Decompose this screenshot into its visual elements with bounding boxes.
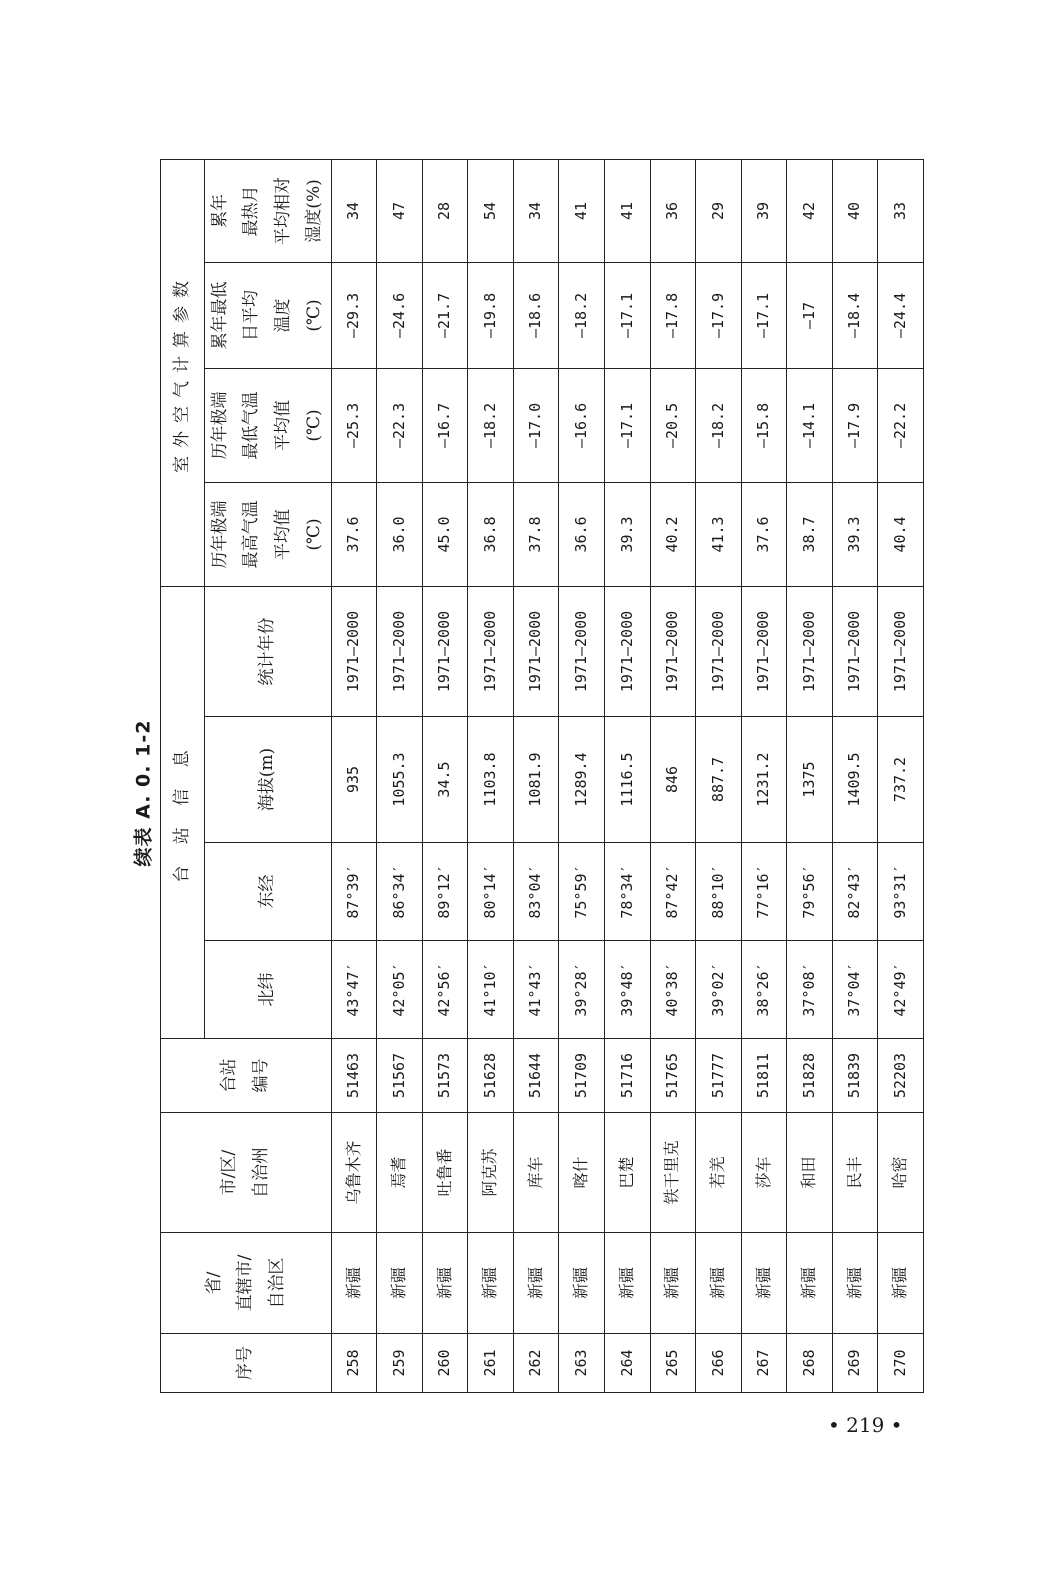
station-id-cell: 52203 [878,1039,924,1113]
min-daily-temp-cell: —17 [787,262,833,368]
longitude-cell: 87°39′ [331,843,377,941]
table-row [832,159,878,1392]
row-number: 263 [559,1334,605,1393]
row-number: 259 [377,1334,423,1393]
humidity-cell: 41 [559,159,605,262]
station-id-cell: 51463 [331,1039,377,1113]
humidity-cell: 34 [331,159,377,262]
table-row [741,159,787,1392]
city-cell: 焉耆 [377,1113,423,1233]
table-caption: 续表 A. 0. 1-2 [132,719,155,867]
row-number: 260 [422,1334,468,1393]
years-cell: 1971—2000 [559,586,605,716]
latitude-cell: 40°38′ [650,941,696,1039]
longitude-cell: 79°56′ [787,843,833,941]
row-number: 265 [650,1334,696,1393]
header-province: 省/ 直辖市/ 自治区 [161,1233,332,1334]
station-id-cell: 51628 [468,1039,514,1113]
table-row [468,159,514,1392]
city-cell: 民丰 [832,1113,878,1233]
row-number: 268 [787,1334,833,1393]
max-temp-cell: 41.3 [696,482,742,586]
years-cell: 1971—2000 [696,586,742,716]
province-cell: 新疆 [741,1233,787,1334]
altitude-cell: 935 [331,717,377,843]
header-years: 统计年份 [205,586,332,716]
latitude-cell: 38°26′ [741,941,787,1039]
city-cell: 库车 [513,1113,559,1233]
altitude-cell: 1375 [787,717,833,843]
table-row [787,159,833,1392]
province-cell: 新疆 [650,1233,696,1334]
station-id-cell: 51573 [422,1039,468,1113]
station-id-cell: 51644 [513,1039,559,1113]
header-group-station-info: 台 站 信 息 [161,586,205,1038]
city-cell: 巴楚 [605,1113,651,1233]
years-cell: 1971—2000 [468,586,514,716]
city-cell: 喀什 [559,1113,605,1233]
min-temp-cell: —16.6 [559,368,605,482]
min-daily-temp-cell: —18.6 [513,262,559,368]
longitude-cell: 83°04′ [513,843,559,941]
longitude-cell: 75°59′ [559,843,605,941]
max-temp-cell: 36.0 [377,482,423,586]
max-temp-cell: 39.3 [832,482,878,586]
header-station-id: 台站 编号 [161,1039,332,1113]
min-daily-temp-cell: —17.1 [605,262,651,368]
table-row [422,159,468,1392]
max-temp-cell: 40.4 [878,482,924,586]
station-id-cell: 51765 [650,1039,696,1113]
altitude-cell: 846 [650,717,696,843]
humidity-cell: 39 [741,159,787,262]
latitude-cell: 42°05′ [377,941,423,1039]
humidity-cell: 36 [650,159,696,262]
province-cell: 新疆 [468,1233,514,1334]
min-temp-cell: —20.5 [650,368,696,482]
humidity-cell: 41 [605,159,651,262]
min-temp-cell: —17.0 [513,368,559,482]
table-row [513,159,559,1392]
province-cell: 新疆 [559,1233,605,1334]
longitude-cell: 82°43′ [832,843,878,941]
altitude-cell: 887.7 [696,717,742,843]
years-cell: 1971—2000 [331,586,377,716]
province-cell: 新疆 [605,1233,651,1334]
max-temp-cell: 45.0 [422,482,468,586]
header-min-daily-temp: 累年最低 日平均 温度 (℃) [205,262,332,368]
city-cell: 乌鲁木齐 [331,1113,377,1233]
province-cell: 新疆 [832,1233,878,1334]
min-daily-temp-cell: —24.4 [878,262,924,368]
city-cell: 吐鲁番 [422,1113,468,1233]
station-id-cell: 51811 [741,1039,787,1113]
max-temp-cell: 37.8 [513,482,559,586]
row-number: 270 [878,1334,924,1393]
header-group-outdoor-params: 室外空气计算参数 [161,159,205,586]
max-temp-cell: 39.3 [605,482,651,586]
altitude-cell: 34.5 [422,717,468,843]
province-cell: 新疆 [878,1233,924,1334]
min-temp-cell: —17.1 [605,368,651,482]
city-cell: 若羌 [696,1113,742,1233]
min-temp-cell: —22.3 [377,368,423,482]
province-cell: 新疆 [377,1233,423,1334]
header-latitude: 北纬 [205,941,332,1039]
latitude-cell: 39°28′ [559,941,605,1039]
longitude-cell: 86°34′ [377,843,423,941]
years-cell: 1971—2000 [605,586,651,716]
min-daily-temp-cell: —18.2 [559,262,605,368]
humidity-cell: 42 [787,159,833,262]
header-altitude: 海拔(m) [205,717,332,843]
max-temp-cell: 38.7 [787,482,833,586]
longitude-cell: 88°10′ [696,843,742,941]
altitude-cell: 1116.5 [605,717,651,843]
row-number: 266 [696,1334,742,1393]
table-row [377,159,423,1392]
years-cell: 1971—2000 [513,586,559,716]
city-cell: 莎车 [741,1113,787,1233]
latitude-cell: 43°47′ [331,941,377,1039]
province-cell: 新疆 [696,1233,742,1334]
years-cell: 1971—2000 [422,586,468,716]
max-temp-cell: 36.8 [468,482,514,586]
humidity-cell: 33 [878,159,924,262]
rotated-table-container [160,160,924,1393]
station-id-cell: 51828 [787,1039,833,1113]
longitude-cell: 93°31′ [878,843,924,941]
header-max-temp: 历年极端 最高气温 平均值 (℃) [205,482,332,586]
latitude-cell: 37°04′ [832,941,878,1039]
years-cell: 1971—2000 [878,586,924,716]
years-cell: 1971—2000 [832,586,878,716]
min-temp-cell: —18.2 [696,368,742,482]
humidity-cell: 47 [377,159,423,262]
longitude-cell: 80°14′ [468,843,514,941]
station-id-cell: 51839 [832,1039,878,1113]
latitude-cell: 42°56′ [422,941,468,1039]
header-no: 序号 [161,1334,332,1393]
station-id-cell: 51709 [559,1039,605,1113]
altitude-cell: 1289.4 [559,717,605,843]
min-temp-cell: —18.2 [468,368,514,482]
latitude-cell: 41°10′ [468,941,514,1039]
max-temp-cell: 36.6 [559,482,605,586]
min-temp-cell: —22.2 [878,368,924,482]
header-city: 市/区/ 自治州 [161,1113,332,1233]
humidity-cell: 54 [468,159,514,262]
latitude-cell: 39°02′ [696,941,742,1039]
longitude-cell: 78°34′ [605,843,651,941]
years-cell: 1971—2000 [377,586,423,716]
header-longitude: 东经 [205,843,332,941]
altitude-cell: 1081.9 [513,717,559,843]
min-temp-cell: —14.1 [787,368,833,482]
humidity-cell: 40 [832,159,878,262]
row-number: 269 [832,1334,878,1393]
station-id-cell: 51567 [377,1039,423,1113]
latitude-cell: 42°49′ [878,941,924,1039]
row-number: 264 [605,1334,651,1393]
altitude-cell: 1409.5 [832,717,878,843]
city-cell: 铁干里克 [650,1113,696,1233]
humidity-cell: 34 [513,159,559,262]
max-temp-cell: 37.6 [741,482,787,586]
table-body [331,159,923,1392]
row-number: 261 [468,1334,514,1393]
table-row [331,159,377,1392]
longitude-cell: 77°16′ [741,843,787,941]
min-daily-temp-cell: —19.8 [468,262,514,368]
longitude-cell: 87°42′ [650,843,696,941]
max-temp-cell: 37.6 [331,482,377,586]
altitude-cell: 737.2 [878,717,924,843]
station-id-cell: 51777 [696,1039,742,1113]
station-id-cell: 51716 [605,1039,651,1113]
province-cell: 新疆 [422,1233,468,1334]
page-number: • 219 • [828,1413,903,1437]
table-row [878,159,924,1392]
humidity-cell: 28 [422,159,468,262]
latitude-cell: 39°48′ [605,941,651,1039]
row-number: 258 [331,1334,377,1393]
years-cell: 1971—2000 [787,586,833,716]
latitude-cell: 41°43′ [513,941,559,1039]
min-temp-cell: —17.9 [832,368,878,482]
province-cell: 新疆 [331,1233,377,1334]
min-daily-temp-cell: —17.1 [741,262,787,368]
latitude-cell: 37°08′ [787,941,833,1039]
min-daily-temp-cell: —17.9 [696,262,742,368]
header-min-temp: 历年极端 最低气温 平均值 (℃) [205,368,332,482]
row-number: 262 [513,1334,559,1393]
longitude-cell: 89°12′ [422,843,468,941]
table-header [161,159,332,1392]
min-temp-cell: —16.7 [422,368,468,482]
humidity-cell: 29 [696,159,742,262]
years-cell: 1971—2000 [741,586,787,716]
max-temp-cell: 40.2 [650,482,696,586]
min-daily-temp-cell: —24.6 [377,262,423,368]
table-row [696,159,742,1392]
min-daily-temp-cell: —18.4 [832,262,878,368]
altitude-cell: 1055.3 [377,717,423,843]
table-row [650,159,696,1392]
min-temp-cell: —25.3 [331,368,377,482]
table-row [559,159,605,1392]
city-cell: 和田 [787,1113,833,1233]
min-daily-temp-cell: —29.3 [331,262,377,368]
altitude-cell: 1103.8 [468,717,514,843]
min-daily-temp-cell: —21.7 [422,262,468,368]
province-cell: 新疆 [787,1233,833,1334]
altitude-cell: 1231.2 [741,717,787,843]
climate-data-table [160,159,924,1393]
row-number: 267 [741,1334,787,1393]
years-cell: 1971—2000 [650,586,696,716]
city-cell: 哈密 [878,1113,924,1233]
min-temp-cell: —15.8 [741,368,787,482]
table-row [605,159,651,1392]
province-cell: 新疆 [513,1233,559,1334]
min-daily-temp-cell: —17.8 [650,262,696,368]
city-cell: 阿克苏 [468,1113,514,1233]
header-humidity: 累年 最热月 平均相对 湿度(%) [205,159,332,262]
